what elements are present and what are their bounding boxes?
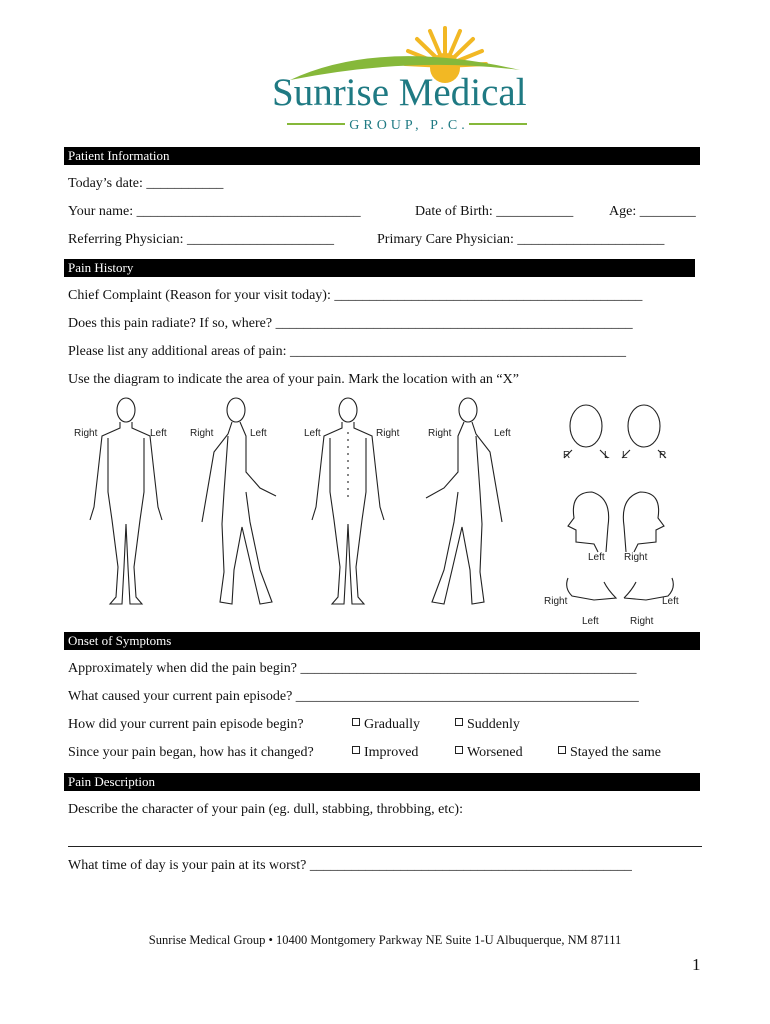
checkbox-icon [352,746,360,754]
your-name-field[interactable]: Your name: ________________________________ [68,204,361,219]
body-diagram[interactable] [64,392,704,632]
how-changed-question: Since your pain began, how has it changed? [68,745,314,760]
checkbox-icon [352,718,360,726]
section-onset-of-symptoms [64,632,700,650]
label-right-2: Right [190,428,214,439]
label-R-back: R [659,450,667,461]
todays-date-field[interactable]: Today’s date: ___________ [68,176,224,191]
diagram-instructions: Use the diagram to indicate the area of your pain. Mark the location with an “X” [68,372,519,387]
option-label: Suddenly [467,717,520,732]
pain-character-question: Describe the character of your pain (eg. dull, stabbing, throbbing, etc): [68,802,463,817]
label-right-head: Right [624,552,648,563]
primary-care-physician-field[interactable]: Primary Care Physician: _____________________ [377,232,665,247]
option-improved[interactable] [352,745,418,761]
label-right-hand: Right [544,596,568,607]
label-left-1: Left [150,428,167,439]
label-L-front: L [604,450,610,461]
how-begin-question: How did your current pain episode begin? [68,717,304,732]
brand-name: Sunrise Medical [272,71,527,114]
label-left-palm: Left [582,616,599,627]
footer-address: Sunrise Medical Group • 10400 Montgomery Parkway NE Suite 1-U Albuquerque, NM 87111 [148,933,622,947]
label-left-2: Left [250,428,267,439]
label-left-4: Left [494,428,511,439]
option-label: Gradually [364,717,420,732]
label-right-3: Right [376,428,400,439]
logo [260,18,550,138]
dob-field[interactable]: Date of Birth: ___________ [415,204,574,219]
checkbox-icon [455,746,463,754]
section-pain-history [64,259,695,277]
label-right-4: Right [428,428,452,439]
option-label: Worsened [467,745,523,760]
additional-areas-field[interactable]: Please list any additional areas of pain: ________________________________________________ [68,344,626,359]
group-pc-text: GROUP, P.C. [349,118,469,133]
label-left-3: Left [304,428,321,439]
option-label: Improved [364,745,419,760]
option-worsened[interactable] [455,745,523,761]
age-field[interactable]: Age: ________ [609,204,696,219]
checkbox-icon [558,746,566,754]
section-title: Pain Description [68,774,156,789]
radiate-field[interactable]: Does this pain radiate? If so, where? ___________________________________________________ [68,316,633,331]
chief-complaint-field[interactable]: Chief Complaint (Reason for your visit today): ____________________________________________ [68,288,643,303]
label-left-hand: Left [662,596,679,607]
option-suddenly[interactable] [455,717,520,733]
label-left-head: Left [588,552,605,563]
label-right-palm: Right [630,616,654,627]
checkbox-icon [455,718,463,726]
pain-character-answer-line[interactable] [68,846,702,847]
label-R-front: R [563,450,571,461]
page-number: 1 [692,955,701,974]
option-gradually[interactable] [352,717,420,733]
pain-begin-field[interactable]: Approximately when did the pain begin? ________________________________________________ [68,661,637,676]
pain-cause-field[interactable]: What caused your current pain episode? _________________________________________________ [68,689,639,704]
section-pain-description [64,773,700,791]
pain-worst-time-field[interactable]: What time of day is your pain at its worst? ______________________________________________ [68,858,632,873]
section-title: Pain History [68,260,134,275]
section-patient-information [64,147,700,165]
section-title: Patient Information [68,148,170,163]
label-L-back: L [622,450,628,461]
section-title: Onset of Symptoms [68,633,172,648]
referring-physician-field[interactable]: Referring Physician: _____________________ [68,232,334,247]
label-right-1: Right [74,428,98,439]
option-stayed-the-same[interactable] [558,745,661,761]
brand-subtitle [272,118,542,134]
option-label: Stayed the same [570,745,661,760]
